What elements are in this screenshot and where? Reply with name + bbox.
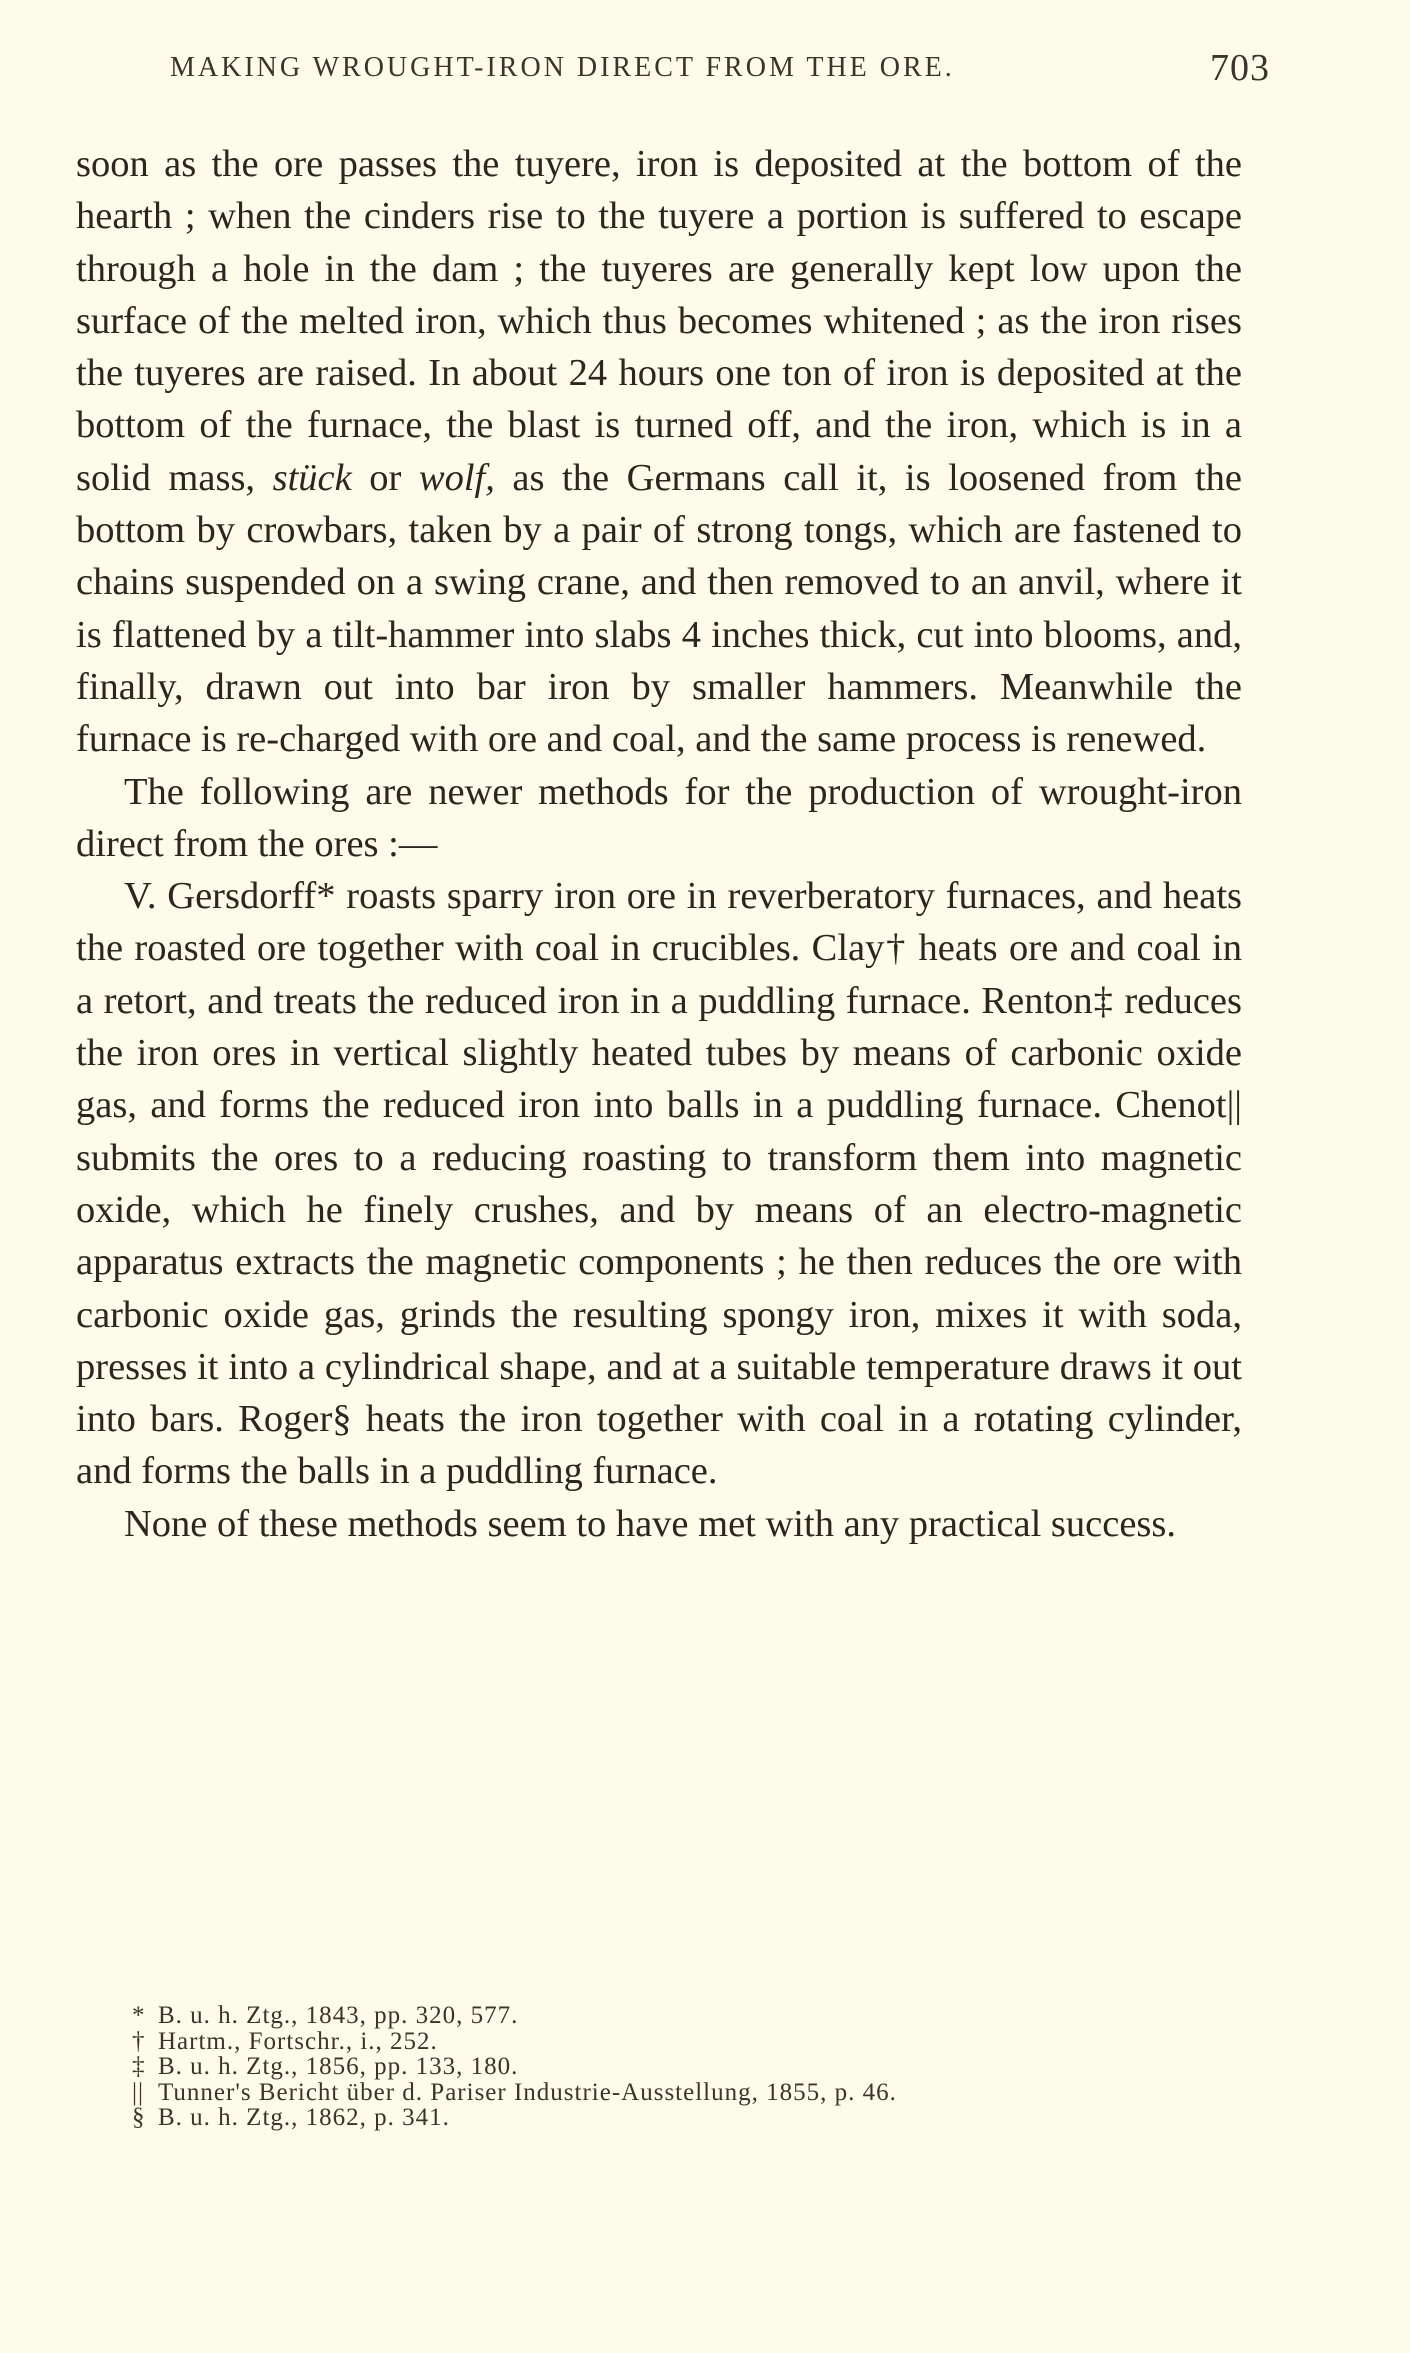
- paragraph-intro: The following are newer methods for the production of wrought-iron direct from the ores :—: [76, 770, 1242, 865]
- paragraph-text: as the Germans call it, is loosened from the bottom by crowbars, taken by a pair of strong tongs, which are fastened to chains suspended on a swing crane, and then removed to an anvil, where it is flattened by a tilt-hammer into slabs 4 inches thick, cut into blooms, and, finally, drawn out into bar iron by smaller hammers. Meanwhile the furnace is re-charged with ore and coal, and the same process is renewed.: [76, 456, 1242, 761]
- body-text: [76, 138, 1242, 1550]
- footnote-mark: §: [132, 2104, 146, 2131]
- footnote-mark: ‡: [132, 2053, 146, 2080]
- paragraph-text: soon as the ore passes the tuyere, iron is deposited at the bottom of the hearth ; when the cinders rise to the tuyere a portion is suffered to escape through a hole in the dam ; the tuyeres are generally kept low upon the surface of the melted iron, which thus becomes whitened ; as the iron rises the tuyeres are raised. In about 24 hours one ton of iron is deposited at the bottom of the furnace, the blast is turned off, and the iron, which is in a solid mass,: [76, 143, 1242, 499]
- footnote-text: B. u. h. Ztg., 1856, pp. 133, 180.: [158, 2053, 519, 2080]
- footnotes: [132, 2003, 1232, 2131]
- italic-term: stück: [272, 456, 352, 499]
- footnote-mark: †: [132, 2027, 146, 2055]
- footnote: [132, 2105, 1232, 2131]
- running-title: MAKING WROUGHT-IRON DIRECT FROM THE ORE.: [170, 52, 955, 83]
- paragraph-conclusion: None of these methods seem to have met with any practical success.: [124, 1502, 1177, 1545]
- footnote: [132, 2029, 1232, 2055]
- footnote-mark: *: [132, 2002, 146, 2029]
- footnote-text: B. u. h. Ztg., 1862, p. 341.: [158, 2104, 450, 2131]
- footnote-text: Hartm., Fortschr., i., 252.: [158, 2027, 438, 2055]
- paragraph-continued: [76, 138, 1242, 766]
- running-header: [170, 47, 1270, 89]
- footnote-text: Tunner's Bericht über d. Pariser Industrie-Ausstellung, 1855, p. 46.: [158, 2078, 897, 2106]
- paragraph-text: or: [351, 456, 419, 499]
- footnote-text: B. u. h. Ztg., 1843, pp. 320, 577.: [158, 2002, 519, 2029]
- footnote: [132, 2080, 1232, 2106]
- footnote: [132, 2054, 1232, 2080]
- footnote: [132, 2003, 1232, 2029]
- page-number: 703: [1210, 47, 1270, 89]
- footnote-mark: ||: [132, 2078, 145, 2106]
- paragraph-methods: V. Gersdorff* roasts sparry iron ore in reverberatory furnaces, and heats the roasted ore together with coal in crucibles. Clay† heats ore and coal in a retort, and treats the reduced iron in a puddling furnace. Renton‡ reduces the iron ores in vertical slightly heated tubes by means of carbonic oxide gas, and forms the reduced iron into balls in a puddling furnace. Chenot|| submits the ores to a reducing roasting to transform them into magnetic oxide, which he finely crushes, and by means of an electro-magnetic apparatus extracts the magnetic components ; he then reduces the ore with carbonic oxide gas, grinds the resulting spongy iron, mixes it with soda, presses it into a cylindrical shape, and at a suitable temperature draws it out into bars. Roger§ heats the iron together with coal in a rotating cylinder, and forms the balls in a puddling furnace.: [76, 875, 1242, 1493]
- italic-term: wolf,: [418, 456, 495, 499]
